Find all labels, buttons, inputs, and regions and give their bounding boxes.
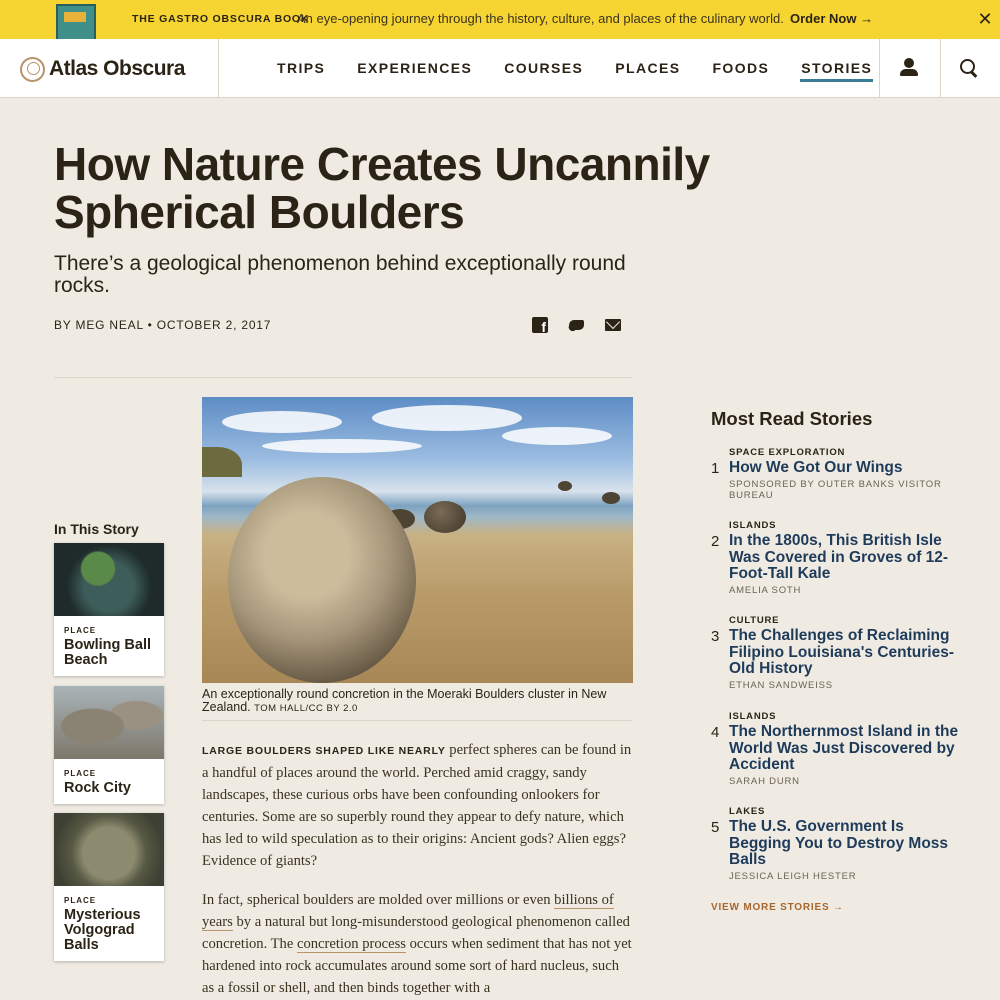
place-thumbnail xyxy=(54,813,164,886)
story-headline[interactable]: The Challenges of Reclaiming Filipino Louisiana's Centuries-Old History xyxy=(729,627,955,677)
most-read-title: Most Read Stories xyxy=(711,408,873,429)
email-share-icon[interactable] xyxy=(605,319,621,331)
nav-links xyxy=(276,60,903,76)
story-headline[interactable]: How We Got Our Wings xyxy=(729,459,903,476)
place-kicker: PLACE xyxy=(64,626,97,635)
place-kicker: PLACE xyxy=(64,769,97,778)
story-headline[interactable]: The U.S. Government Is Begging You to Destroy Moss Balls xyxy=(729,818,949,868)
concretion-process-link[interactable]: concretion process xyxy=(296,936,406,952)
rank-number: 5 xyxy=(711,819,720,836)
promo-kicker: THE GASTRO OBSCURA BOOK xyxy=(132,13,310,25)
nav-foods[interactable]: FOODS xyxy=(712,60,770,76)
logo-text: Atlas Obscura xyxy=(49,57,185,80)
most-read-item[interactable] xyxy=(711,711,961,787)
divider xyxy=(54,377,632,378)
nav-courses[interactable]: COURSES xyxy=(504,60,584,76)
most-read-item[interactable] xyxy=(711,520,961,596)
photo-cloud xyxy=(222,411,342,433)
photo-cloud xyxy=(502,427,612,445)
photo-cloud xyxy=(262,439,422,453)
story-place-card[interactable] xyxy=(54,543,164,676)
paragraph-text: perfect spheres can be found in a handful of places around the world. Perched amid craggy, sandy landscapes, these curious orbs have been confounding onlookers for centuries. Some are so superbly round they appear to defy nature, which has led to wild speculation as to their origins: Ancient gods? Alien eggs? Evidence of giants? xyxy=(202,742,632,869)
divider xyxy=(202,720,632,721)
order-now-link[interactable]: Order Now → xyxy=(790,11,874,26)
story-category: LAKES xyxy=(729,806,766,817)
article-dek: There’s a geological phenomenon behind exceptionally round rocks. xyxy=(54,252,626,297)
rank-number: 3 xyxy=(711,628,720,645)
caption-text: An exceptionally round concretion in the Moeraki Boulders cluster in New Zealand. xyxy=(202,687,607,714)
nav-divider xyxy=(218,39,219,97)
article-byline: BY MEG NEAL • OCTOBER 2, 2017 xyxy=(54,318,272,332)
article-paragraph xyxy=(202,889,634,999)
story-byline: SARAH DURN xyxy=(729,775,800,787)
story-byline: SPONSORED BY OUTER BANKS VISITOR BUREAU xyxy=(729,478,942,501)
rank-number: 4 xyxy=(711,724,720,741)
article-title: How Nature Creates Uncannily Spherical Boulders xyxy=(54,138,710,238)
view-more-stories-link[interactable]: VIEW MORE STORIES → xyxy=(711,902,844,913)
most-read-item[interactable] xyxy=(711,806,961,882)
nav-divider xyxy=(940,39,941,97)
place-thumbnail xyxy=(54,686,164,759)
story-category: SPACE EXPLORATION xyxy=(729,447,846,458)
most-read-item[interactable] xyxy=(711,447,961,501)
place-kicker: PLACE xyxy=(64,896,97,905)
place-name: Bowling Ball Beach xyxy=(64,637,151,668)
user-icon[interactable] xyxy=(898,56,920,78)
paragraph-text: In fact, spherical boulders are molded over millions or even xyxy=(202,892,555,908)
paragraph-text: by a natural but long-misunderstood geological phenomenon called concretion. The xyxy=(202,914,630,952)
paragraph-text: occurs when sediment that has not yet hardened into rock accumulates around some sort of hard nucleus, such as a fossil or shell, and then binds together with a xyxy=(202,936,632,996)
nav-experiences[interactable]: EXPERIENCES xyxy=(357,60,473,76)
nav-places[interactable]: PLACES xyxy=(615,60,681,76)
photo-headland xyxy=(202,447,242,477)
site-logo[interactable] xyxy=(20,56,185,82)
story-headline[interactable]: In the 1800s, This British Isle Was Covered in Groves of 12-Foot-Tall Kale xyxy=(729,532,949,582)
facebook-share-icon[interactable] xyxy=(532,317,548,333)
story-byline: ETHAN SANDWEISS xyxy=(729,679,833,691)
close-icon[interactable]: ✕ xyxy=(977,9,993,29)
promo-text: An eye-opening journey through the history, culture, and places of the culinary world. xyxy=(297,11,784,26)
story-place-card[interactable] xyxy=(54,686,164,804)
in-this-story-title: In This Story xyxy=(54,521,139,537)
book-cover-image[interactable] xyxy=(56,4,96,39)
story-place-card[interactable] xyxy=(54,813,164,961)
main-nav xyxy=(0,39,1000,98)
story-category: ISLANDS xyxy=(729,520,777,531)
photo-boulder xyxy=(424,501,466,533)
nav-divider xyxy=(879,39,880,97)
nav-trips[interactable]: TRIPS xyxy=(277,60,326,76)
logo-mark-icon xyxy=(20,57,45,82)
photo-boulder xyxy=(602,492,620,504)
hero-photo[interactable] xyxy=(202,397,633,683)
twitter-share-icon[interactable] xyxy=(568,317,584,333)
story-category: ISLANDS xyxy=(729,711,777,722)
story-headline[interactable]: The Northernmost Island in the World Was Just Discovered by Accident xyxy=(729,723,959,773)
story-category: CULTURE xyxy=(729,615,780,626)
lead-in: LARGE BOULDERS SHAPED LIKE NEARLY xyxy=(202,745,446,757)
place-name: Mysterious Volgograd Balls xyxy=(64,907,141,953)
nav-stories[interactable]: STORIES xyxy=(801,60,873,76)
rank-number: 1 xyxy=(711,460,720,477)
photo-caption xyxy=(202,688,632,715)
search-icon[interactable] xyxy=(958,57,980,79)
rank-number: 2 xyxy=(711,533,720,550)
place-name: Rock City xyxy=(64,780,131,796)
article-paragraph xyxy=(202,739,634,872)
most-read-item[interactable] xyxy=(711,615,961,691)
photo-cloud xyxy=(372,405,522,431)
story-byline: JESSICA LEIGH HESTER xyxy=(729,870,857,882)
photo-credit: TOM HALL/CC BY 2.0 xyxy=(254,703,358,714)
place-thumbnail xyxy=(54,543,164,616)
promo-banner xyxy=(0,0,1000,39)
story-byline: AMELIA SOTH xyxy=(729,584,802,596)
photo-main-boulder xyxy=(228,477,416,683)
photo-boulder xyxy=(558,481,572,491)
billions-of-years-link[interactable]: billions of years xyxy=(202,892,614,930)
